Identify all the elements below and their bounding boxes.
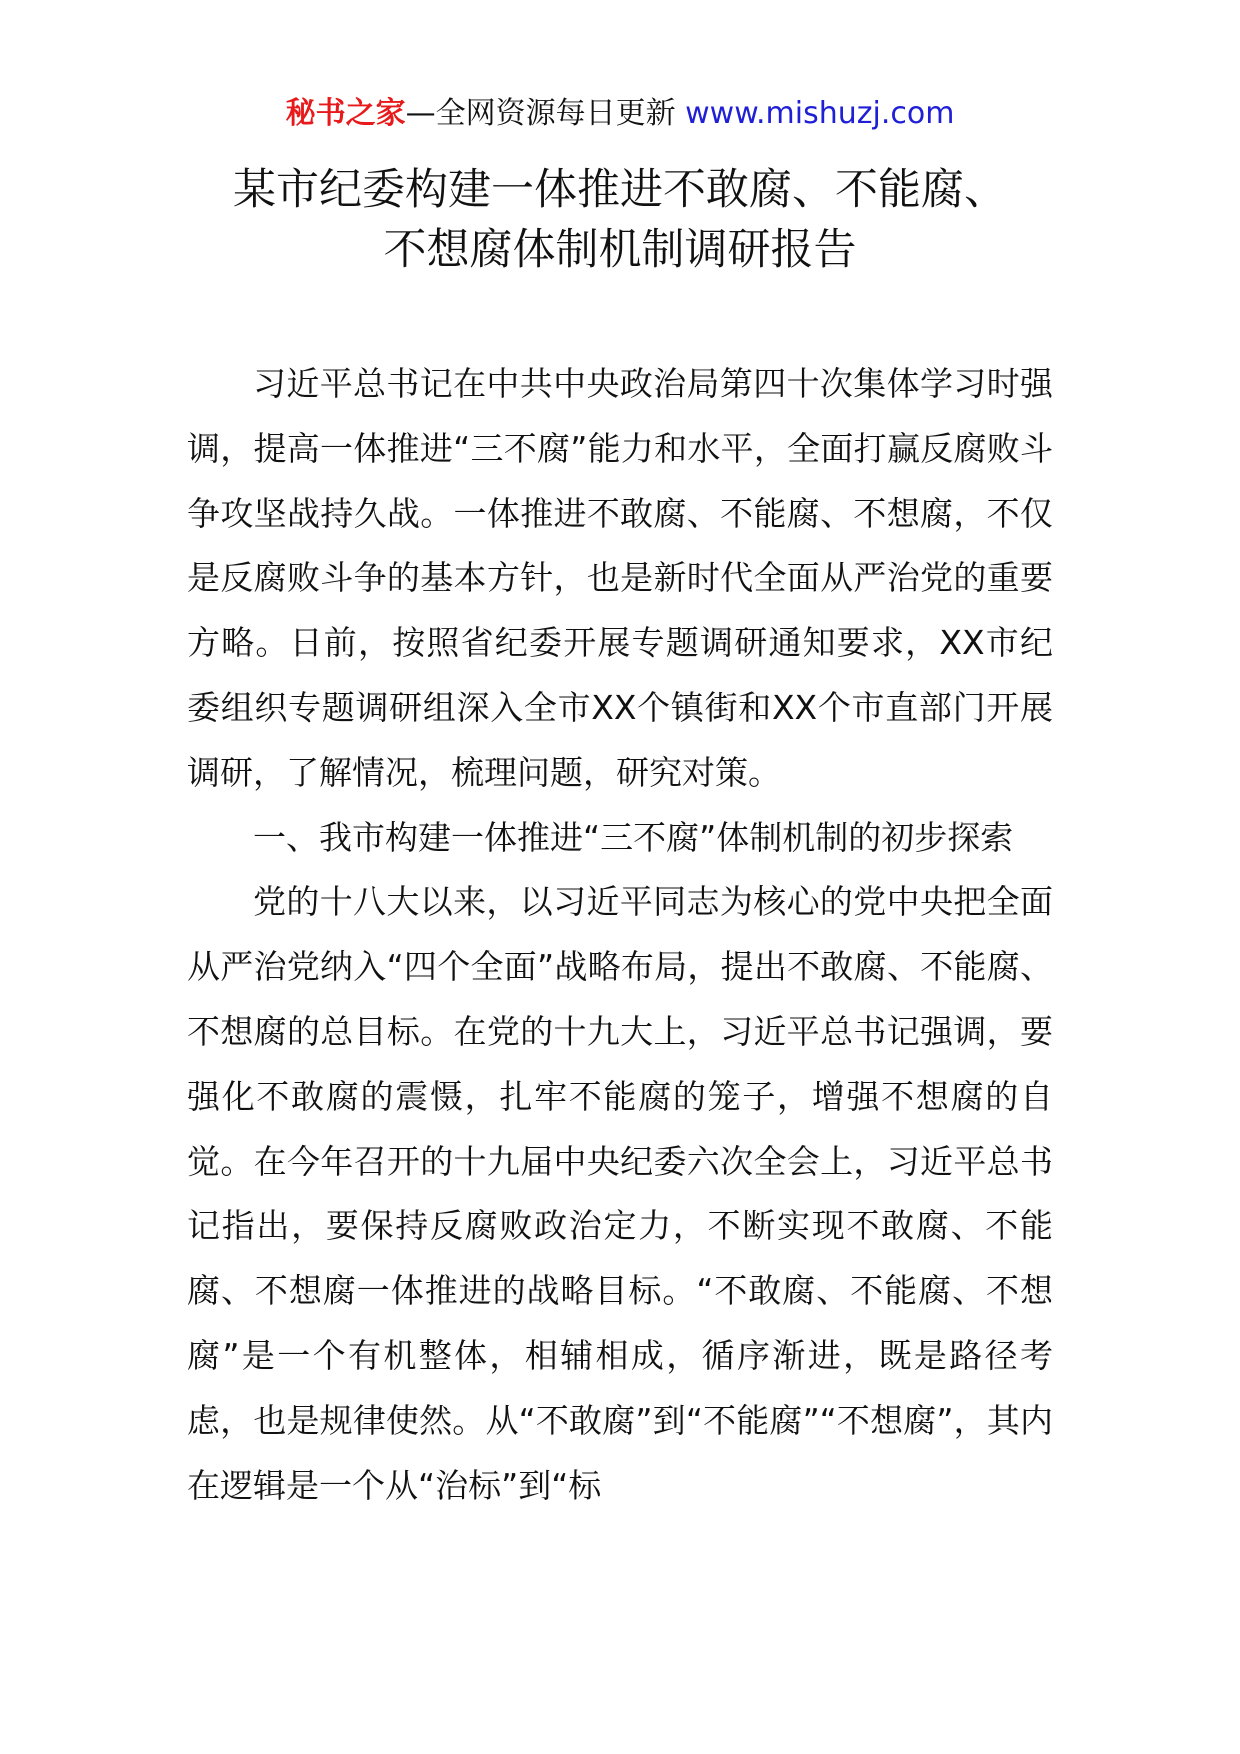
title-line-2: 不想腐体制机制调研报告 [383,225,857,275]
site-header [0,94,1240,134]
paragraph-intro: 习近平总书记在中共中央政治局第四十次集体学习时强调，提高一体推进“三不腐”能力和水平，全面打赢反腐败斗争攻坚战持久战。一体推进不敢腐、不能腐、不想腐，不仅是反腐败斗争的基本方针，也是新时代全面从严治党的重要方略。日前，按照省纪委开展专题调研通知要求，XX市纪委组织专题调研组深入全市XX个镇街和XX个市直部门开展调研，了解情况，梳理问题，研究对策。 [187,364,1053,792]
paragraph-section-1: 党的十八大以来，以习近平同志为核心的党中央把全面从严治党纳入“四个全面”战略布局，提出不敢腐、不能腐、不想腐的总目标。在党的十九大上，习近平总书记强调，要强化不敢腐的震慑，扎牢不能腐的笼子，增强不想腐的自觉。在今年召开的十九届中央纪委六次全会上，习近平总书记指出，要保持反腐败政治定力，不断实现不敢腐、不能腐、不想腐一体推进的战略目标。“不敢腐、不能腐、不想腐”是一个有机整体，相辅相成，循序渐进，既是路径考虑，也是规律使然。从“不敢腐”到“不能腐”“不想腐”，其内在逻辑是一个从“治标”到“标 [187,882,1053,1505]
site-url-link[interactable]: www.mishuzj.com [685,96,955,131]
section-heading-1: 一、我市构建一体推进“三不腐”体制机制的初步探索 [253,817,1014,857]
document-body [187,352,1053,1518]
document-title [0,160,1240,280]
title-line-1: 某市纪委构建一体推进不敢腐、不能腐、 [233,165,1007,215]
brand-name: 秘书之家 [285,96,406,131]
header-tagline: —全网资源每日更新 [405,96,686,131]
